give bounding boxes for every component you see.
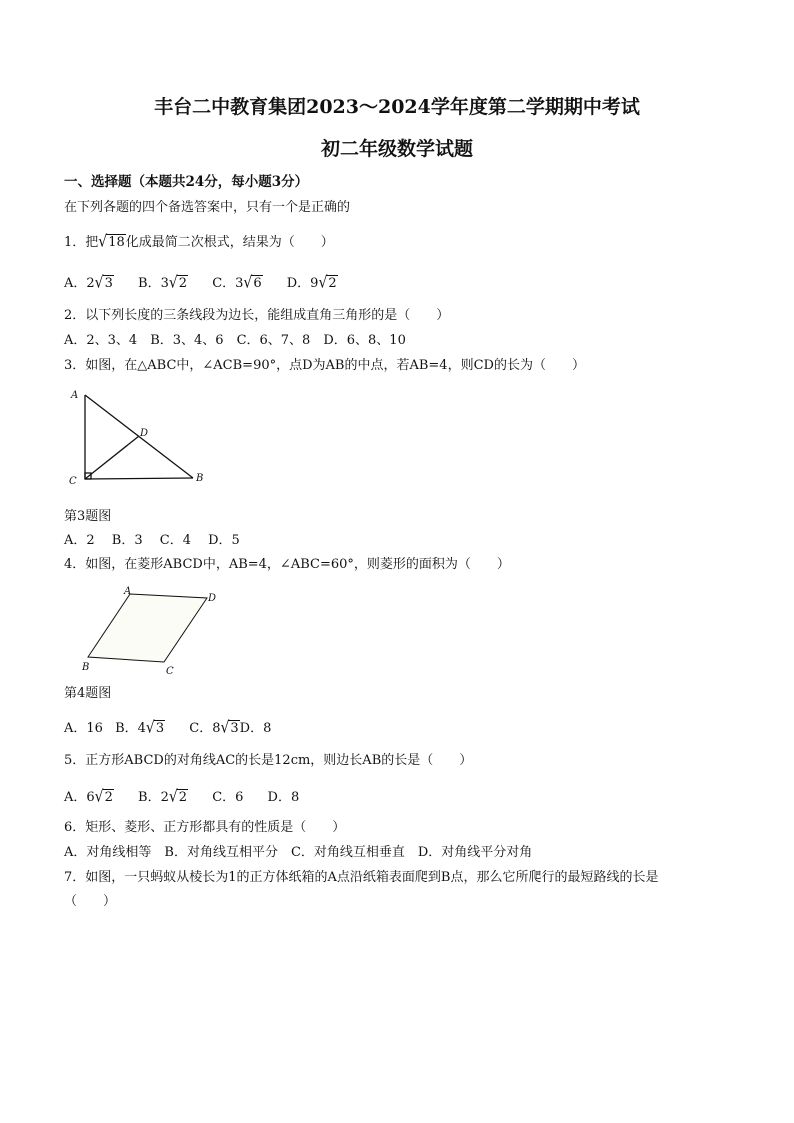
question-1-stem: 1．把√18化成最简二次根式，结果为（ ） xyxy=(64,232,334,252)
q4-option-a: A．16 xyxy=(64,721,103,736)
q1-option-a: A．2√3 xyxy=(64,273,113,293)
q5-option-b: B．2√2 xyxy=(138,787,188,807)
q5-option-c: C．6 xyxy=(212,790,244,805)
q3-median-cd xyxy=(85,436,139,479)
question-6-options: A．对角线相等 B．对角线互相平分 C．对角线互相垂直 D．对角线平分对角 xyxy=(64,845,533,860)
question-4-figure-caption: 第4题图 xyxy=(64,686,112,701)
question-1-options xyxy=(64,273,358,294)
q4-option-c: C．8√3D．8 xyxy=(189,718,272,738)
q3-side-cb xyxy=(85,478,193,479)
q3-label-b: B xyxy=(196,473,204,484)
q5-option-a: A．6√2 xyxy=(64,787,113,807)
q4-label-a: A xyxy=(124,586,132,597)
exam-subtitle: 初二年级数学试题 xyxy=(320,138,473,160)
question-4-stem: 4．如图，在菱形ABCD中，AB=4，∠ABC=60°，则菱形的面积为（ ） xyxy=(64,557,510,572)
q1-option-b: B．3√2 xyxy=(138,273,188,293)
q4-option-d: D．8 xyxy=(239,721,272,736)
q1-option-d: D．9√2 xyxy=(286,273,337,293)
question-3-options: A．2 B．3 C．4 D．5 xyxy=(64,533,240,548)
q1-suffix: 化成最简二次根式，结果为（ ） xyxy=(125,235,334,250)
question-4-options xyxy=(64,718,279,739)
q4-label-c: C xyxy=(166,666,174,677)
q4-label-b: B xyxy=(82,662,90,673)
question-3-figure-caption: 第3题图 xyxy=(64,509,112,524)
q4-option-b: B．4√3 xyxy=(115,718,165,738)
question-3-stem: 3．如图，在△ABC中，∠ACB=90°，点D为AB的中点，若AB=4，则CD的长为（ ） xyxy=(64,358,585,373)
q3-label-d: D xyxy=(140,428,149,439)
section-heading: 一、选择题（本题共24分，每小题3分） xyxy=(64,174,309,190)
q1-radicand: 18 xyxy=(108,235,125,250)
question-7-stem: 7．如图，一只蚂蚁从棱长为1的正方体纸箱的A点沿纸箱表面爬到B点，那么它所爬行的最短路线的长是 xyxy=(64,870,659,885)
question-2-options: A．2、3、4 B．3、4、6 C．6、7、8 D．6、8、10 xyxy=(64,333,406,348)
q1-option-c: C．3√6 xyxy=(212,273,262,293)
q4-label-d: D xyxy=(208,593,217,604)
q4-rhombus xyxy=(88,594,207,662)
question-7-stem-continued: （ ） xyxy=(64,894,117,909)
q3-label-a: A xyxy=(71,390,79,401)
question-5-stem: 5．正方形ABCD的对角线AC的长是12cm，则边长AB的长是（ ） xyxy=(64,753,473,768)
q5-option-d: D．8 xyxy=(267,790,300,805)
question-5-options xyxy=(64,787,319,808)
q3-label-c: C xyxy=(69,476,77,487)
question-6-stem: 6．矩形、菱形、正方形都具有的性质是（ ） xyxy=(64,820,346,835)
section-instruction: 在下列各题的四个备选答案中，只有一个是正确的 xyxy=(64,200,351,215)
exam-title: 丰台二中教育集团2023～2024学年度第二学期期中考试 xyxy=(154,96,640,118)
q3-triangle-figure xyxy=(60,384,220,494)
question-2-stem: 2．以下列长度的三条线段为边长，能组成直角三角形的是（ ） xyxy=(64,308,450,323)
q4-rhombus-figure xyxy=(80,585,230,680)
q1-prefix: 1．把 xyxy=(64,235,99,250)
